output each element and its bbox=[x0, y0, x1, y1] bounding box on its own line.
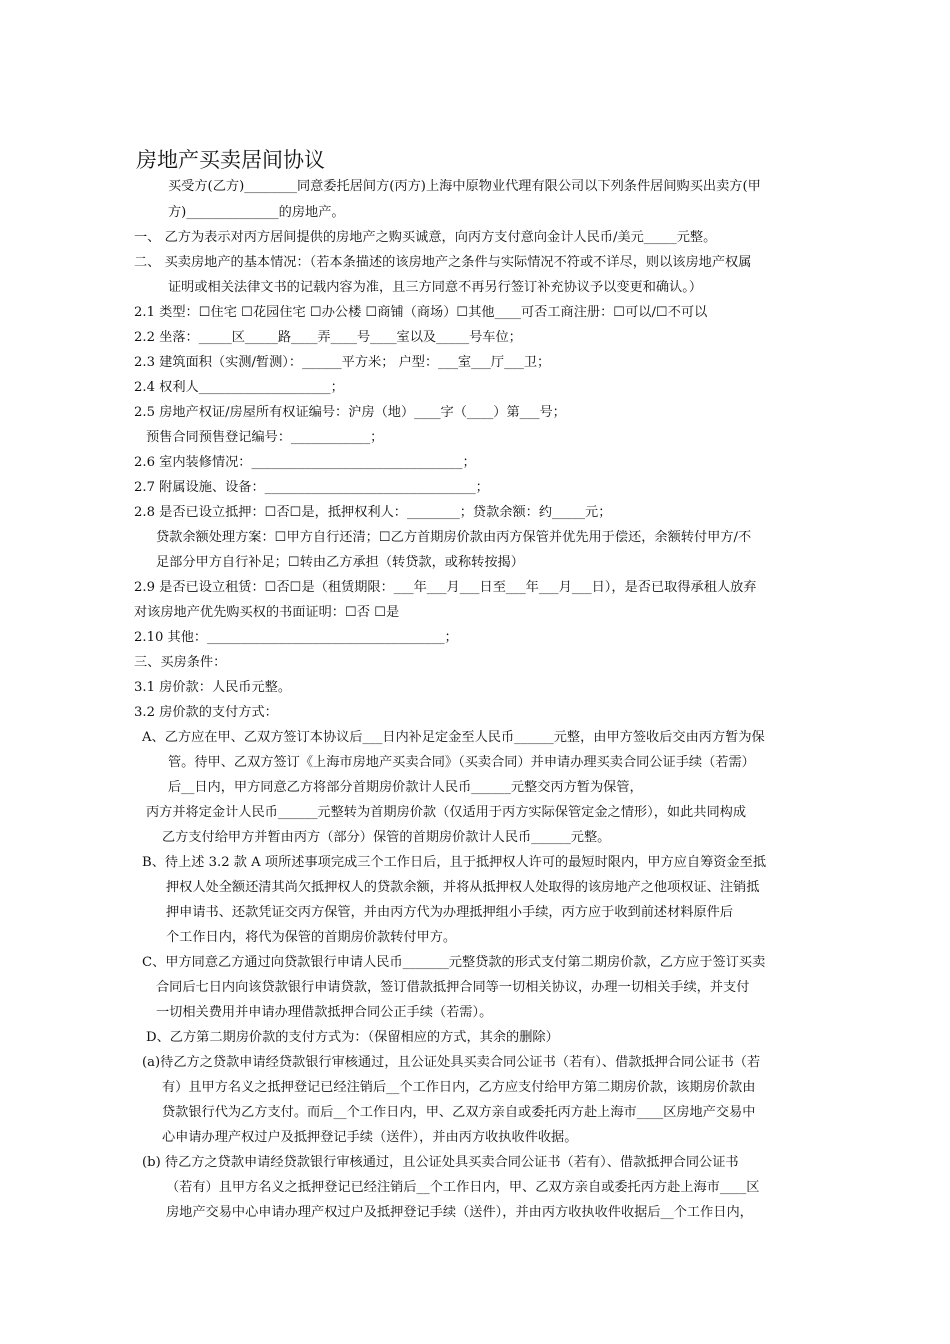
paragraph-line: 押权人处全额还清其尚欠抵押权人的贷款余额，并将从抵押权人处取得的该房地产之他项权证、注销抵 bbox=[166, 880, 760, 895]
paragraph-line: 一切相关费用并申请办理借款抵押合同公正手续（若需）。 bbox=[156, 1005, 493, 1020]
paragraph-line: B、待上述 3.2 款 A 项所述事项完成三个工作日后，且于抵押权人许可的最短时限内，甲方应自筹资金至抵 bbox=[142, 855, 767, 870]
paragraph-line: 乙方支付给甲方并暂由丙方（部分）保管的首期房价款计人民币______元整。 bbox=[162, 830, 611, 845]
paragraph-line: 对该房地产优先购买权的书面证明：☐否 ☐是 bbox=[134, 605, 400, 620]
paragraph-line: 2.3 建筑面积（实测/暂测）：______平方米； 户型：___室___厅___卫； bbox=[134, 355, 551, 370]
paragraph-line: A、乙方应在甲、乙双方签订本协议后___日内补足定金至人民币______元整，由甲方签收后交由丙方暂为保 bbox=[142, 730, 765, 745]
paragraph-line: 2.4 权利人____________________； bbox=[134, 380, 344, 395]
paragraph-line: 有）且甲方名义之抵押登记已经注销后__个工作日内，乙方应支付给甲方第二期房价款，该期房价款由 bbox=[162, 1080, 756, 1095]
paragraph-line: 合同后七日内向该贷款银行申请贷款，签订借款抵押合同等一切相关协议，办理一切相关手续，并支付 bbox=[156, 980, 750, 995]
paragraph-line: 买受方(乙方)________同意委托居间方(丙方)上海中原物业代理有限公司以下列条件居间购买出卖方(甲 bbox=[168, 179, 761, 194]
paragraph-line: 2.9 是否已设立租赁：☐否☐是（租赁期限：___年___月___日至___年___月___日），是否已取得承租人放弃 bbox=[134, 580, 757, 595]
paragraph-line: 2.2 坐落：_____区_____路____弄____号____室以及_____号车位； bbox=[134, 330, 522, 345]
paragraph-line: 证明或相关法律文书的记载内容为准，且三方同意不再另行签订补充协议予以变更和确认。） bbox=[168, 280, 703, 295]
paragraph-line: 三、买房条件： bbox=[134, 655, 227, 670]
document-title: 房地产买卖居间协议 bbox=[136, 148, 325, 172]
paragraph-line: 贷款余额处理方案：☐甲方自行还清；☐乙方首期房价款由丙方保管并优先用于偿还，余额转付甲方/不 bbox=[156, 530, 752, 545]
paragraph-line: 2.8 是否已设立抵押：☐否☐是，抵押权利人：________；贷款余额：约_____元； bbox=[134, 505, 612, 520]
paragraph-line: 管。待甲、乙双方签订《上海市房地产买卖合同》（买卖合同）并申请办理买卖合同公证手续（若需） bbox=[168, 755, 755, 770]
paragraph-line: 一、 乙方为表示对丙方居间提供的房地产之购买诚意，向丙方支付意向金计人民币/美元_____元整。 bbox=[134, 230, 717, 245]
paragraph-line: 2.1 类型：☐住宅 ☐花园住宅 ☐办公楼 ☐商铺（商场）☐其他____可否工商注册：☐可以/☐不可以 bbox=[134, 305, 708, 320]
paragraph-line: C、甲方同意乙方通过向贷款银行申请人民币_______元整贷款的形式支付第二期房价款，乙方应于签订买卖 bbox=[142, 955, 766, 970]
paragraph-line: 足部分甲方自行补足；☐转由乙方承担（转贷款，或称转按揭） bbox=[156, 555, 524, 570]
paragraph-line: （若有）且甲方名义之抵押登记已经注销后__个工作日内，甲、乙双方亲自或委托丙方赴上海市____区 bbox=[166, 1180, 760, 1195]
paragraph-line: 方)______________的房地产。 bbox=[168, 205, 345, 220]
paragraph-line: 押申请书、还款凭证交丙方保管，并由丙方代为办理抵押组小手续，丙方应于收到前述材料原件后 bbox=[166, 905, 734, 920]
paragraph-line: 2.10 其他：____________________________________； bbox=[134, 630, 458, 645]
paragraph-line: 2.6 室内装修情况：________________________________； bbox=[134, 455, 476, 470]
paragraph-line: 3.2 房价款的支付方式： bbox=[134, 705, 278, 720]
paragraph-line: 二、 买卖房地产的基本情况：（若本条描述的该房地产之条件与实际情况不符或不详尽，则以该房地产权属 bbox=[134, 255, 752, 270]
paragraph-line: D、乙方第二期房价款的支付方式为：（保留相应的方式，其余的删除） bbox=[146, 1030, 559, 1045]
paragraph-line: 2.5 房地产权证/房屋所有权证编号：沪房（地）____字（____）第___号； bbox=[134, 405, 566, 420]
paragraph-line: 贷款银行代为乙方支付。而后__个工作日内，甲、乙双方亲自或委托丙方赴上海市____区房地产交易中 bbox=[162, 1105, 756, 1120]
paragraph-line: 房地产交易中心申请办理产权过户及抵押登记手续（送件），并由丙方收执收件收据后__个工作日内， bbox=[166, 1205, 753, 1220]
paragraph-line: 后__日内，甲方同意乙方将部分首期房价款计人民币______元整交丙方暂为保管， bbox=[168, 780, 643, 795]
paragraph-line: 丙方并将定金计人民币______元整转为首期房价款（仅适用于丙方实际保管定金之情形），如此共同构成 bbox=[146, 805, 747, 820]
paragraph-line: (b) 待乙方之贷款申请经贷款银行审核通过，且公证处具买卖合同公证书（若有）、借款抵押合同公证书 bbox=[142, 1155, 739, 1170]
paragraph-line: 心申请办理产权过户及抵押登记手续（送件），并由丙方收执收件收据。 bbox=[162, 1130, 578, 1145]
paragraph-line: 2.7 附属设施、设备：________________________________； bbox=[134, 480, 489, 495]
paragraph-line: (a)待乙方之贷款申请经贷款银行审核通过，且公证处具买卖合同公证书（若有）、借款抵押合同公证书（若 bbox=[142, 1055, 761, 1070]
paragraph-line: 3.1 房价款：人民币元整。 bbox=[134, 680, 292, 695]
paragraph-line: 预售合同预售登记编号：____________； bbox=[146, 430, 384, 445]
paragraph-line: 个工作日内，将代为保管的首期房价款转付甲方。 bbox=[166, 930, 457, 945]
